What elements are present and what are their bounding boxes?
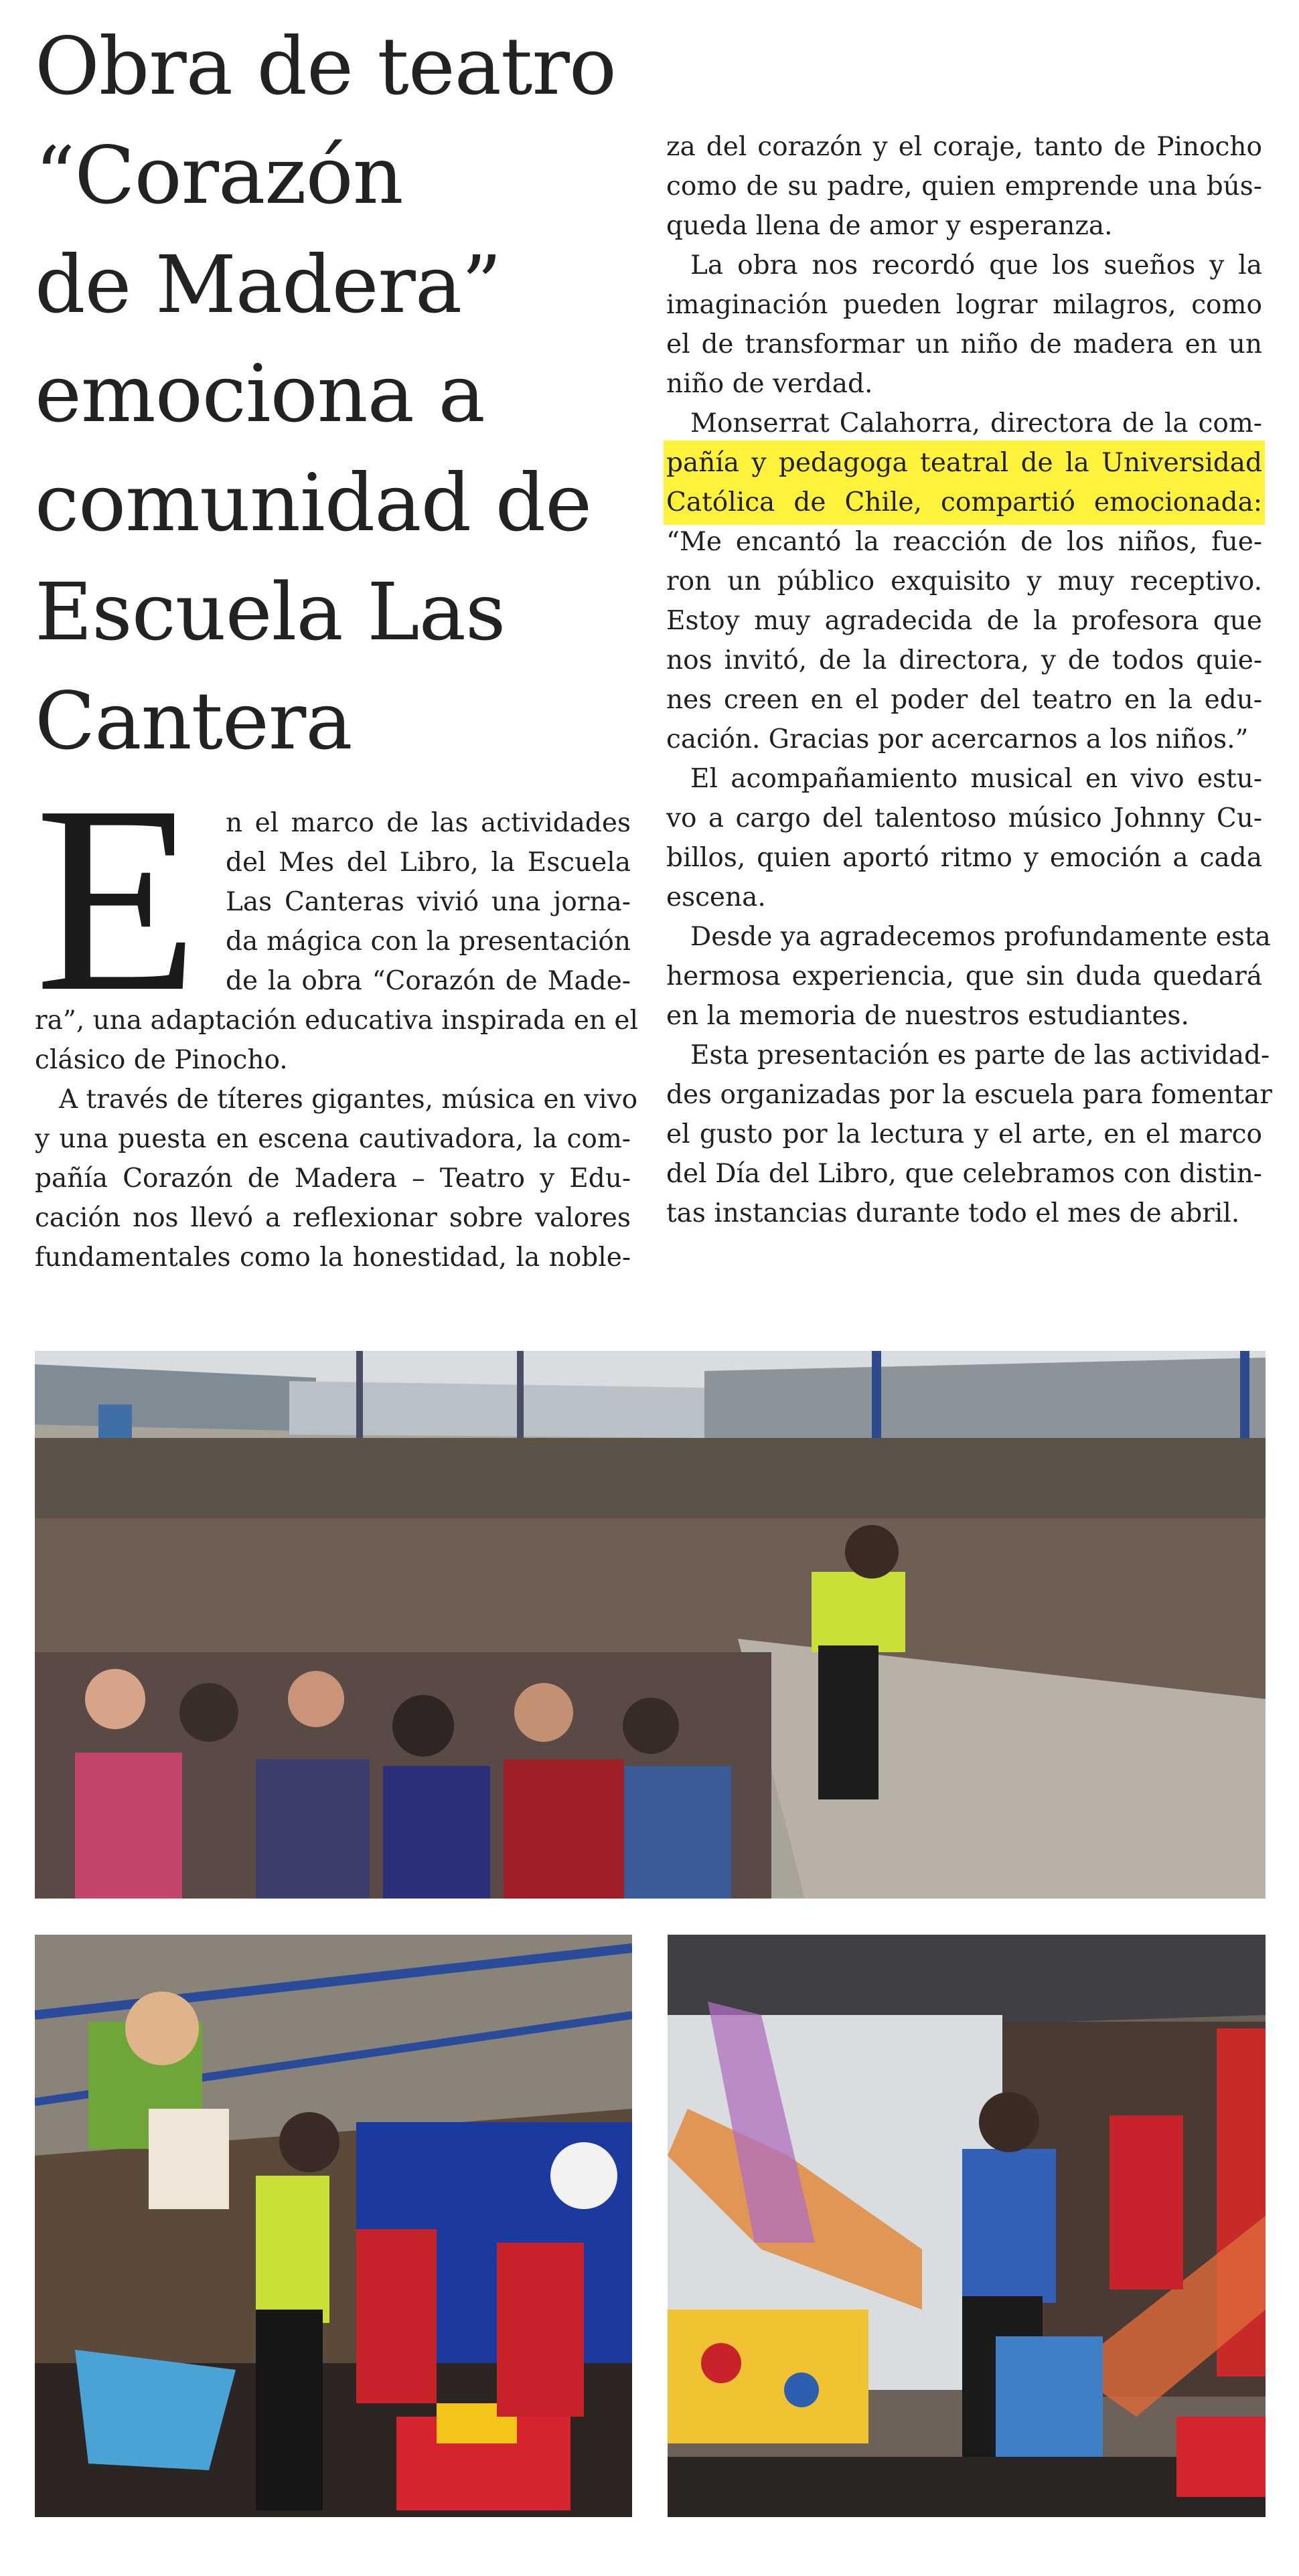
text-line: tas instancias durante todo el mes de abril. — [666, 1198, 1240, 1228]
paragraph — [35, 1080, 638, 1277]
text-line: clásico de Pinocho. — [35, 1045, 288, 1075]
text-line: escena. — [666, 882, 766, 912]
text-line: El acompañamiento musical en vivo estu- — [690, 764, 1262, 794]
right-text-column — [666, 127, 1272, 1233]
text-line: nos invitó, de la directora, y de todos quie- — [666, 645, 1262, 675]
text-line: como de su padre, quien emprende una bús- — [666, 171, 1262, 202]
headline-line: Escuela Las — [35, 566, 506, 658]
text-line: del Día del Libro, que celebramos con distin- — [666, 1159, 1262, 1189]
intro-line: da mágica con la presentación — [226, 927, 631, 957]
quote-paragraph — [666, 404, 1262, 759]
highlighted-text-line: pañía y pedagoga teatral de la Universidad — [666, 443, 1262, 483]
text-line: nes creen en el poder del teatro en la edu- — [666, 685, 1262, 715]
headline-line: “Corazón — [35, 129, 403, 222]
text-line: Estoy muy agradecida de la profesora que — [666, 606, 1262, 636]
text-line: el de transformar un niño de madera en un — [666, 329, 1262, 359]
text-line: cación nos llevó a reflexionar sobre valores — [35, 1203, 631, 1233]
text-line: billos, quien aportó ritmo y emoción a cada — [666, 843, 1262, 873]
paragraph — [666, 917, 1271, 1036]
intro-line: Las Canteras vivió una jorna- — [226, 887, 631, 917]
text-line: Esta presentación es parte de las actividad- — [690, 1040, 1270, 1070]
article-intro — [226, 803, 631, 1001]
paragraph — [666, 127, 1262, 246]
intro-line: de la obra “Corazón de Made- — [226, 966, 631, 996]
text-line: el gusto por la lectura y el arte, en el marco — [666, 1119, 1262, 1149]
text-line: y una puesta en escena cautivadora, la com- — [35, 1124, 631, 1154]
text-line: La obra nos recordó que los sueños y la — [690, 250, 1262, 280]
text-line: vo a cargo del talentoso músico Johnny Cu- — [666, 803, 1262, 833]
text-line: “Me encantó la reacción de los niños, fue- — [666, 527, 1262, 557]
paragraph — [666, 246, 1262, 404]
text-line: imaginación pueden lograr milagros, como — [666, 290, 1262, 320]
paragraph — [666, 759, 1262, 917]
paragraph — [666, 1036, 1272, 1233]
headline-line: Cantera — [35, 675, 352, 767]
left-text-column — [35, 1001, 638, 1277]
drop-cap-letter: E — [35, 750, 199, 1047]
text-line: Monserrat Calahorra, directora de la com- — [690, 408, 1262, 438]
performer-fabric-photo — [668, 1935, 1266, 2517]
text-line: A través de títeres gigantes, música en vivo — [59, 1084, 638, 1115]
intro-line: n el marco de las actividades — [226, 808, 631, 838]
text-line: des organizadas por la escuela para fomentar — [666, 1080, 1272, 1110]
audience-photo — [35, 1351, 1266, 1899]
headline-line: comunidad de — [35, 457, 592, 549]
text-line: ron un público exquisito y muy receptivo. — [666, 566, 1262, 596]
intro-line: del Mes del Libro, la Escuela — [226, 848, 631, 878]
text-line: pañía Corazón de Madera – Teatro y Edu- — [35, 1163, 631, 1194]
text-line: Desde ya agradecemos profundamente esta — [690, 922, 1271, 952]
text-line: fundamentales como la honestidad, la noble- — [35, 1242, 631, 1273]
text-line: za del corazón y el coraje, tanto de Pinocho — [666, 132, 1262, 162]
paragraph — [35, 1001, 638, 1080]
text-line: niño de verdad. — [666, 369, 873, 399]
text-line: en la memoria de nuestros estudiantes. — [666, 1001, 1189, 1031]
text-line: ra”, una adaptación educativa inspirada en el — [35, 1005, 638, 1036]
article-headline — [35, 12, 637, 776]
headline-line: emociona a — [35, 347, 485, 440]
text-line: cación. Gracias por acercarnos a los niños.” — [666, 724, 1249, 754]
performer-puppet-photo — [35, 1935, 632, 2517]
text-line: hermosa experiencia, que sin duda quedará — [666, 961, 1262, 991]
text-line: queda llena de amor y esperanza. — [666, 211, 1113, 241]
headline-line: Obra de teatro — [35, 20, 616, 112]
highlighted-text-line: Católica de Chile, compartió emocionada: — [666, 483, 1262, 522]
headline-line: de Madera” — [35, 238, 502, 331]
